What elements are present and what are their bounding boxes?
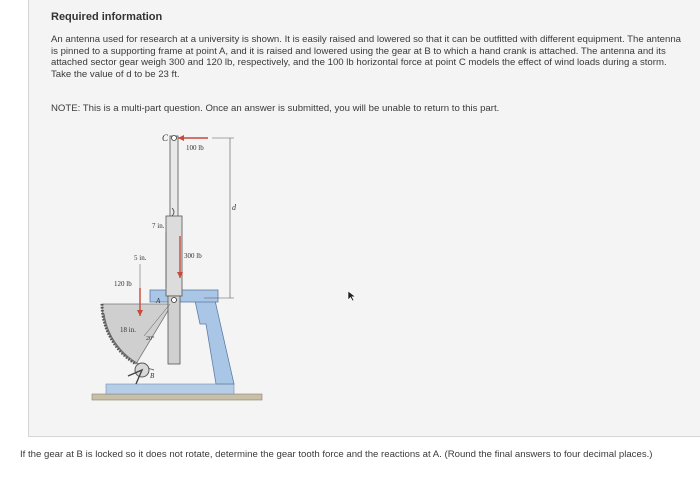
force-100-label: 100 lb: [186, 144, 204, 152]
frame-base: [106, 384, 234, 394]
required-information-title: Required information: [51, 11, 163, 23]
force-300-label: 300 lb: [184, 252, 202, 260]
dim-5in-label: 5 in.: [134, 254, 147, 262]
point-c-label: C: [162, 133, 169, 143]
multi-part-note: NOTE: This is a multi-part question. Once an answer is submitted, you will be unable to return to this part.: [51, 103, 500, 114]
antenna-figure: [84, 128, 274, 408]
question-text: If the gear at B is locked so it does not rotate, determine the gear tooth force and the reactions at A. (Round the final answers to four decimal places.): [20, 449, 653, 460]
antenna-diagram: [84, 128, 274, 408]
force-100-arrowhead: [178, 135, 184, 141]
support-frame: [194, 296, 234, 384]
force-120-label: 120 lb: [114, 280, 132, 288]
angle-20-label: 20°: [146, 336, 155, 342]
problem-statement: An antenna used for research at a university is shown. It is easily raised and lowered so that it can be outfitted with different equipment. The antenna is pinned to a supporting frame at point A, and it is raised and lowered using the gear at B to which a hand crank is attached. The antenna and its attached sector gear weigh 300 and 120 lb, respectively, and the 100 lb horizontal force at point C models the effect of wind loads during a storm. Take the value of d to be 23 ft.: [51, 34, 682, 80]
base-plate: [92, 394, 262, 400]
required-information-panel: [28, 0, 700, 437]
sector-gear: [102, 304, 172, 364]
antenna-base-post: [168, 296, 180, 364]
point-a-marker: [172, 298, 177, 303]
point-a-label: A: [156, 297, 161, 305]
dim-d-label: d: [232, 203, 236, 212]
point-c-marker: [172, 136, 177, 141]
point-b-label: B: [150, 372, 155, 380]
dim-18in-label: 18 in.: [120, 326, 136, 334]
mouse-pointer-icon: [347, 289, 357, 301]
dim-7in-label: 7 in.: [152, 222, 165, 230]
